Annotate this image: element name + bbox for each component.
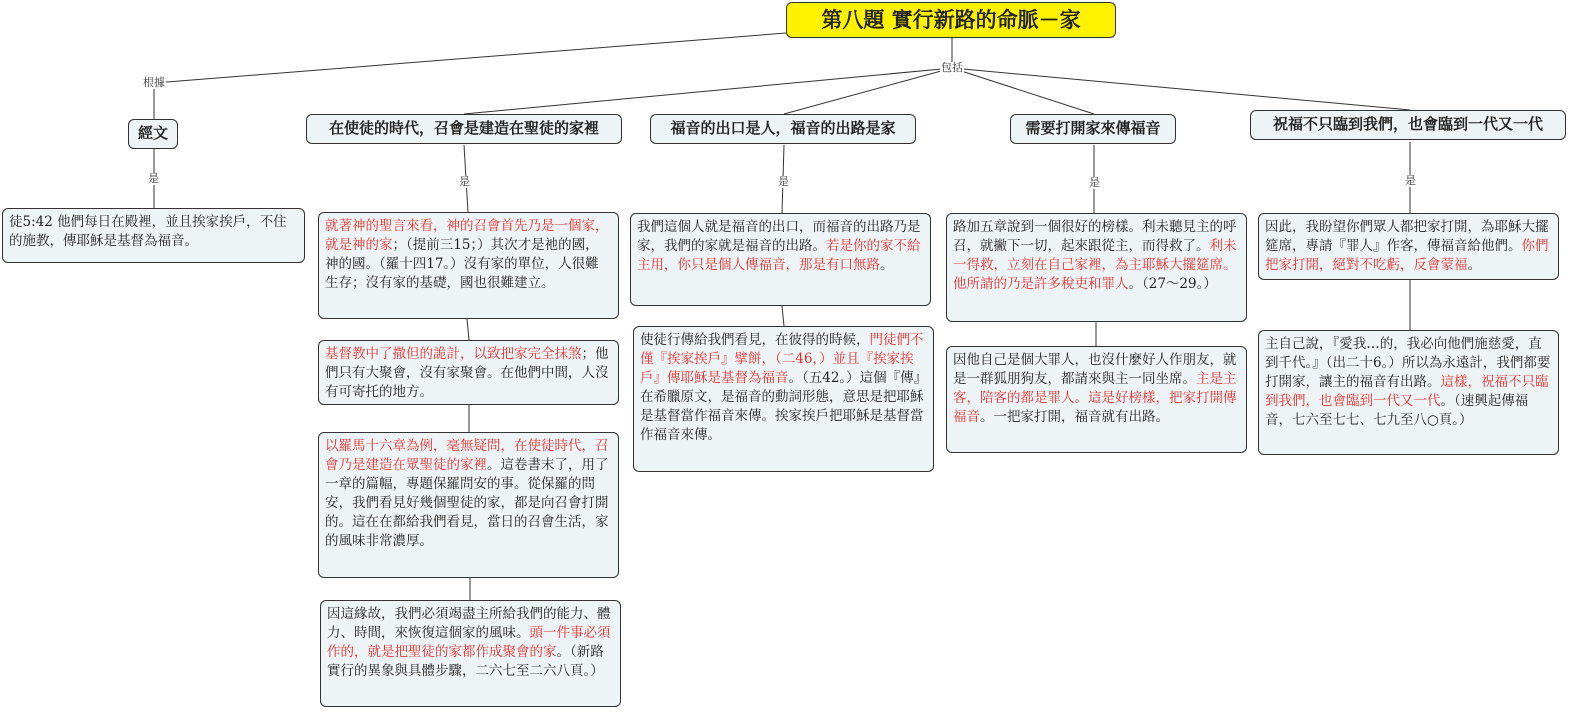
- note-box[interactable]: [318, 340, 619, 405]
- body-text: 主自己說，『愛我…的，我必向他們施慈愛，直到千代。』（出二十6。）所以為永遠計，我們都要打開家，讓主的福音有出路。: [1265, 336, 1551, 390]
- body-text: 。一把家打開，福音就有出路。: [980, 409, 1169, 425]
- note-box[interactable]: [633, 326, 934, 472]
- body-text: 。: [880, 257, 894, 273]
- note-box[interactable]: [318, 212, 619, 319]
- body-text: 。（新路實行的異象與具體步驟，二六七至二六八頁。）: [327, 644, 604, 679]
- body-text: 。（速興起傳福音，七六至七七、七九至八○頁。）: [1265, 393, 1529, 428]
- body-text: ；他們只有大聚會，沒有家聚會。在他們中間，人沒有可寄托的地方。: [325, 346, 609, 400]
- body-text: 路加五章說到一個很好的榜樣。利未聽見主的呼召，就撇下一切，起來跟從主，而得救了。: [953, 219, 1237, 254]
- emphasis-text: 頭一件事必須作的，就是把聖徒的家都作成聚會的家: [327, 625, 611, 660]
- body-text: 。: [1467, 257, 1481, 273]
- emphasis-text: 若是你的家不給主用，你只是個人傳福音，那是有口無路: [637, 238, 921, 273]
- body-text: 。（27～29。）: [1128, 276, 1217, 292]
- body-text: 。（五42。）這個『傳』在希臘原文，是福音的動詞形態，意思是把耶穌是基督當作福音來傳。挨家挨戶把耶穌是基督當作福音來傳。: [640, 370, 924, 443]
- body-text: 因他自己是個大罪人，也沒什麼好人作朋友，就是一群狐朋狗友，都請來與主一同坐席。: [953, 352, 1237, 387]
- label-is: 是: [148, 172, 159, 185]
- emphasis-text: 利未一得救，立刻在自己家裡，為主耶穌大擺筵席。他所請的乃是許多稅吏和罪人: [953, 238, 1237, 292]
- note-box[interactable]: [946, 346, 1247, 453]
- label-is: 是: [778, 175, 789, 188]
- body-text: 我們這個人就是福音的出口，而福音的出路乃是家，我們的家就是福音的出路。: [637, 219, 921, 254]
- label-basis: 根據: [143, 76, 165, 89]
- emphasis-text: 基督教中了撒但的詭計，以致把家完全抹煞: [325, 346, 582, 362]
- emphasis-text: 主是主客，陪客的都是罪人。這是好榜樣，把家打開傳福音: [953, 371, 1237, 425]
- label-is: 是: [1089, 176, 1100, 189]
- note-box[interactable]: [630, 213, 931, 306]
- body-text: 因這緣故，我們必須竭盡主所給我們的能力、體力、時間，來恢復這個家的風味。: [327, 606, 611, 641]
- heading-scripture[interactable]: 經文: [128, 119, 178, 149]
- emphasis-text: 就著神的聖言來看，神的召會首先乃是一個家，就是神的家: [325, 218, 609, 253]
- note-box[interactable]: [318, 432, 619, 578]
- label-is: 是: [1405, 174, 1416, 187]
- body-text: ；（提前三15；）其次才是祂的國，神的國。（羅十四17。）沒有家的單位，人很難生存；沒有家的基礎，國也很難建立。: [325, 237, 599, 291]
- heading-open-home[interactable]: 需要打開家來傳福音: [1010, 114, 1176, 144]
- label-is: 是: [459, 175, 470, 188]
- note-box[interactable]: [946, 213, 1247, 322]
- heading-blessing-generations[interactable]: 祝福不只臨到我們，也會臨到一代又一代: [1250, 110, 1566, 140]
- body-text: 使徒行傳給我們看見，在彼得的時候，: [640, 332, 870, 348]
- note-box[interactable]: [1258, 330, 1559, 455]
- emphasis-text: 以羅馬十六章為例，毫無疑問，在使徒時代，召會乃是建造在眾聖徒的家裡: [325, 438, 609, 473]
- body-text: 徒5:42 他們每日在殿裡，並且挨家挨戶，不住的施教，傳耶穌是基督為福音。: [9, 214, 287, 249]
- central-topic[interactable]: 第八題 實行新路的命脈－家: [786, 2, 1116, 38]
- heading-gospel-outlet[interactable]: 福音的出口是人，福音的出路是家: [650, 114, 916, 144]
- heading-church-in-homes[interactable]: 在使徒的時代，召會是建造在聖徒的家裡: [306, 114, 622, 144]
- label-includes: 包括: [941, 61, 963, 74]
- note-box[interactable]: [320, 600, 621, 707]
- emphasis-text: 這樣，祝福不只臨到我們，也會臨到一代又一代: [1265, 374, 1549, 409]
- emphasis-text: 門徒們不僅『挨家挨戶』擘餅，（二46，）並且『挨家挨戶』傳耶穌是基督為福音: [640, 332, 924, 386]
- scripture-verse-box[interactable]: [2, 208, 305, 263]
- emphasis-text: 你們把家打開，絕對不吃虧，反會蒙福: [1265, 238, 1549, 273]
- body-text: 因此，我盼望你們眾人都把家打開，為耶穌大擺筵席，專請『罪人』作客，傳福音給他們。: [1265, 219, 1549, 254]
- note-box[interactable]: [1258, 213, 1559, 280]
- body-text: 。這卷書末了，用了一章的篇幅，專題保羅問安的事。從保羅的問安，我們看見好幾個聖徒的家，都是向召會打開的。這在在都給我們看見，當日的召會生活，家的風味非常濃厚。: [325, 457, 609, 549]
